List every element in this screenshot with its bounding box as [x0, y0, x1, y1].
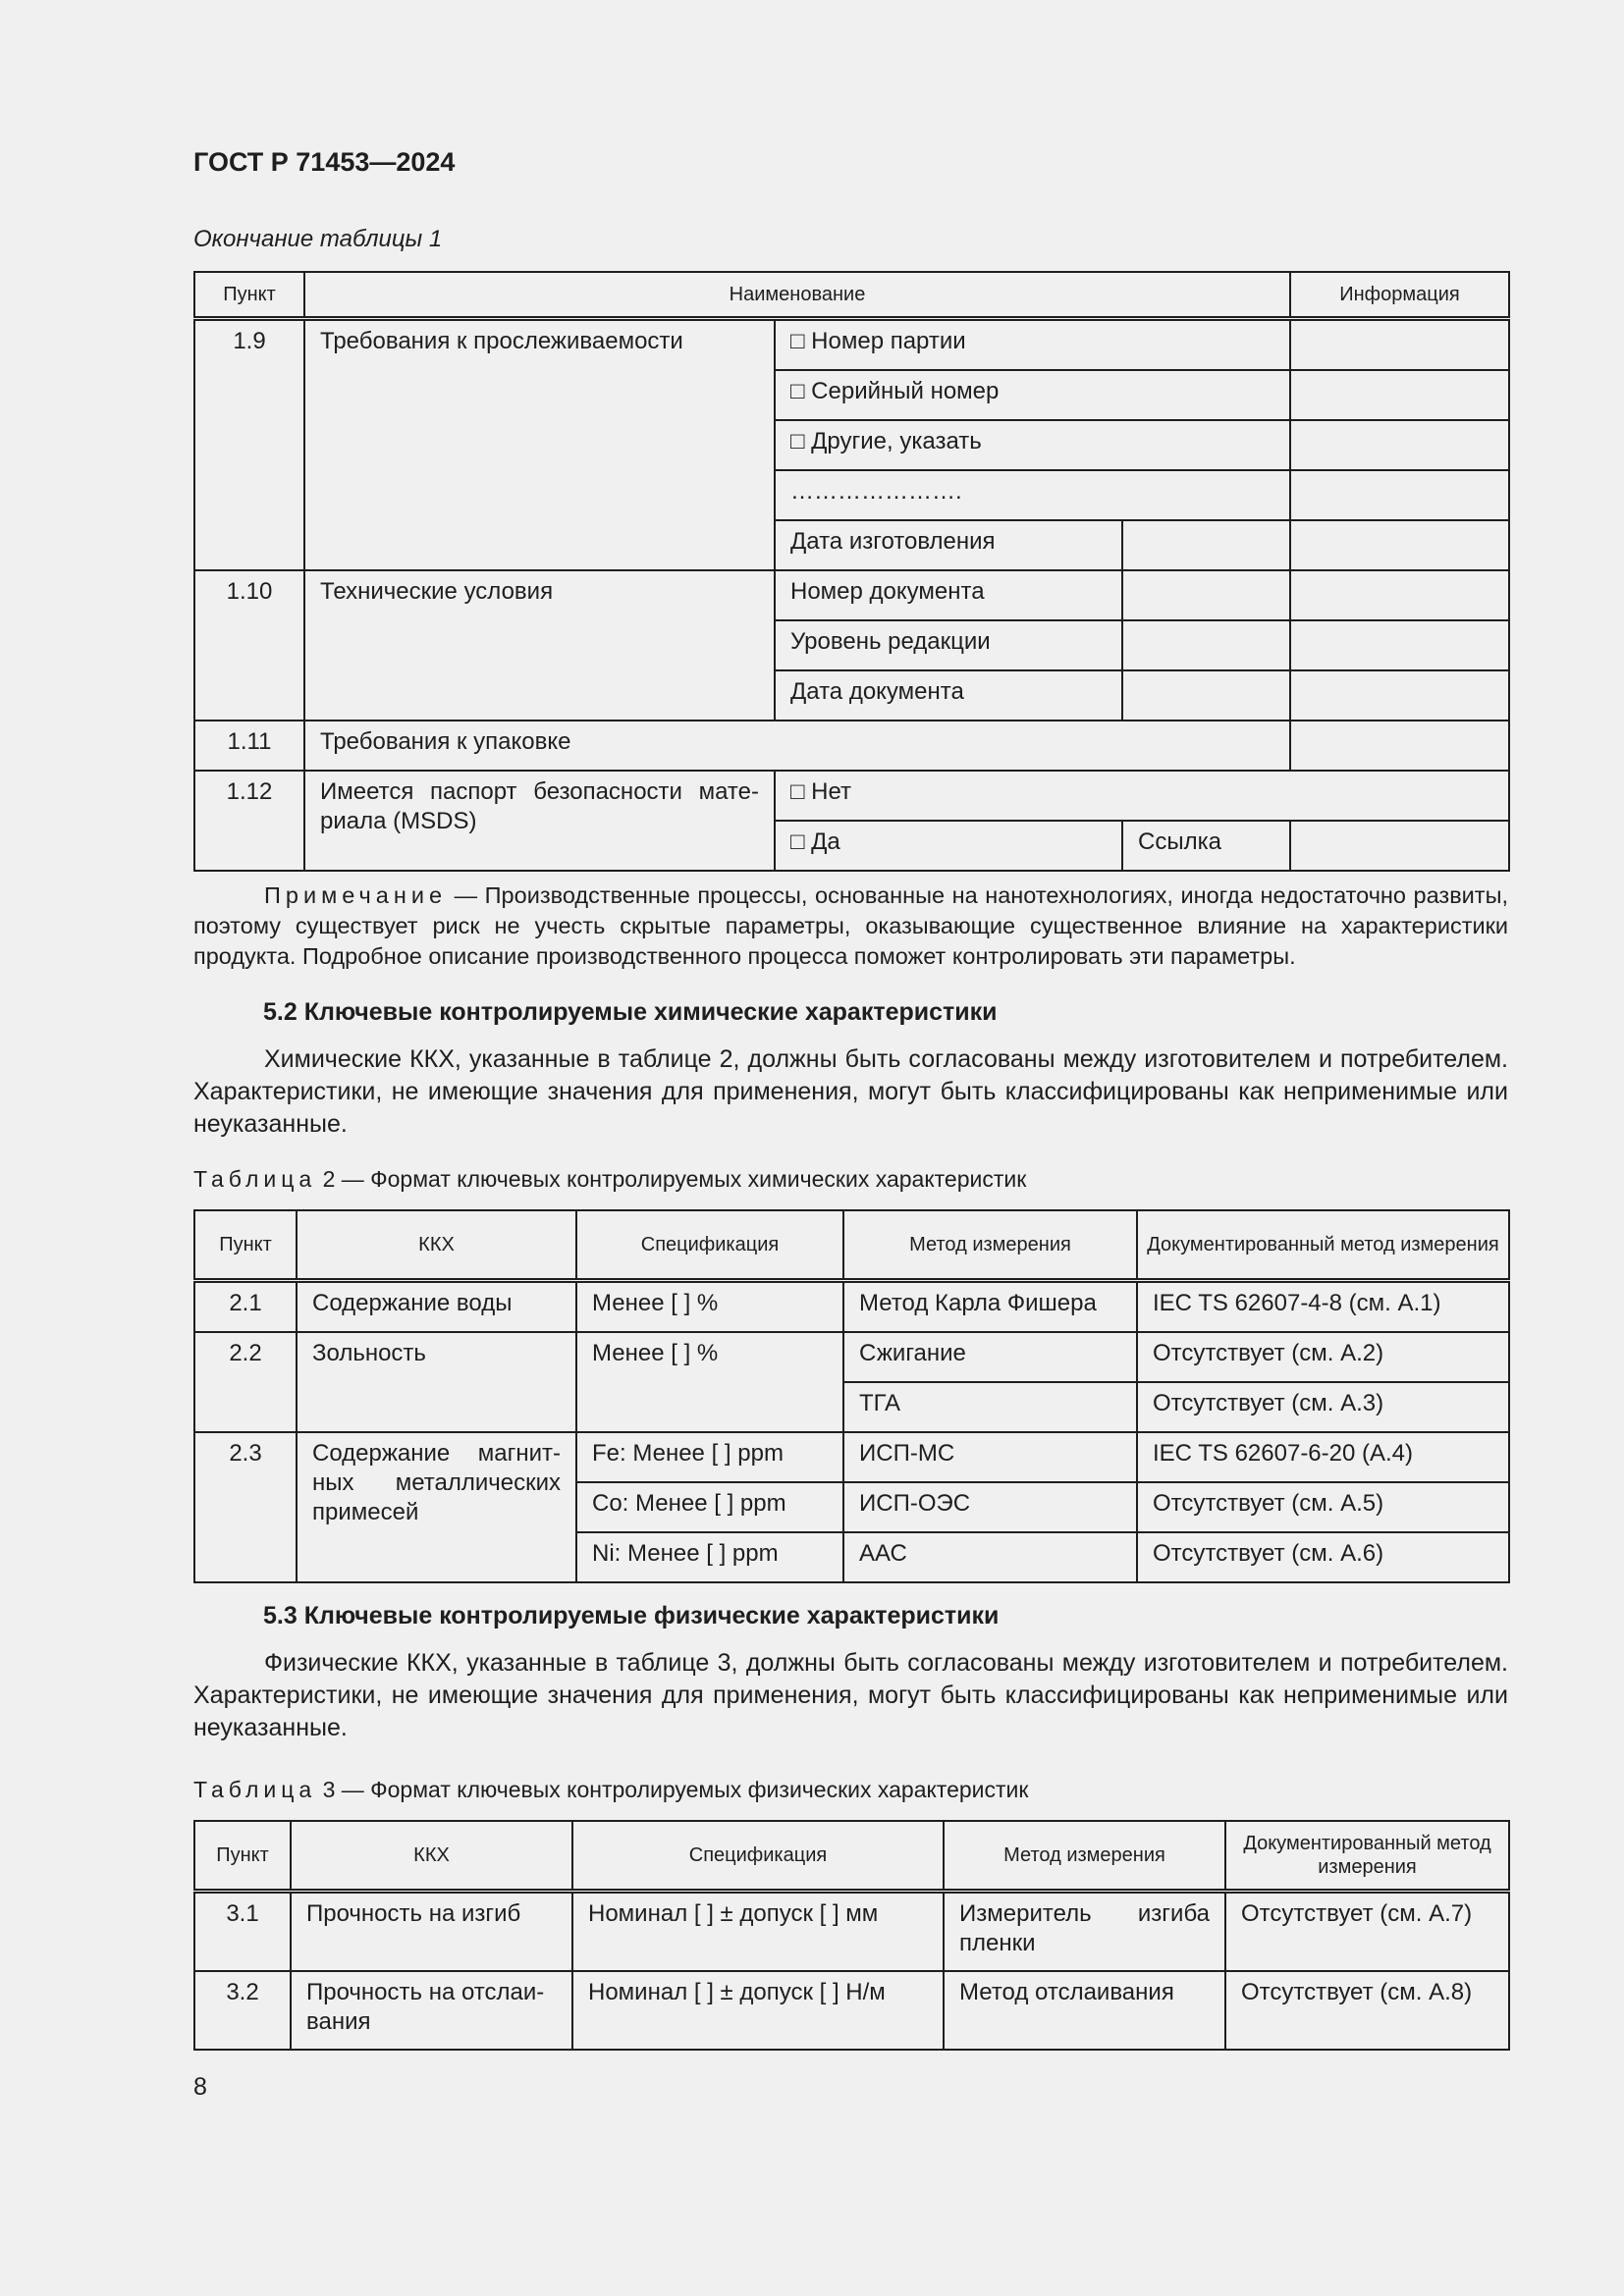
caption-text: 2 — Формат ключевых контролируемых химических характеристик	[322, 1166, 1027, 1192]
kkh-cell	[297, 1432, 576, 1582]
table-header-row	[194, 1210, 1509, 1281]
field-label: Дата изготовления	[775, 520, 1122, 570]
info-cell[interactable]	[1290, 670, 1509, 721]
item-name: Требования к упаковке	[304, 721, 1290, 771]
col-header: Спецификация	[576, 1210, 843, 1281]
doc-method-cell: Отсутствует (см. А.7)	[1225, 1892, 1509, 1972]
method-cell: ТГА	[843, 1382, 1137, 1432]
method-line: пленки	[959, 1930, 1036, 1956]
section-heading: 5.3 Ключевые контролируемые физические характеристики	[263, 1602, 1000, 1629]
document-id: ГОСТ Р 71453—2024	[193, 147, 456, 177]
table-row	[194, 319, 1509, 371]
caption-label: Таблица	[193, 1777, 317, 1802]
info-cell[interactable]	[1290, 470, 1509, 520]
table-caption	[193, 1777, 1028, 1803]
spec-cell: Номинал [ ] ± допуск [ ] мм	[572, 1892, 944, 1972]
section-paragraph: Химические ККХ, указанные в таблице 2, должны быть согласованы между изготовителем и потребителем. Характеристики, не имеющие значения для применения, могут быть классифицированы как неприменимые или неуказанные.	[193, 1045, 1508, 1138]
info-cell[interactable]	[1290, 520, 1509, 570]
field-label: Дата документа	[775, 670, 1122, 721]
col-header: ККХ	[297, 1210, 576, 1281]
section-heading: 5.2 Ключевые контролируемые химические характеристики	[263, 998, 998, 1026]
col-header: Документированный метод измерения	[1137, 1210, 1509, 1281]
method-line: Измеритель изгиба	[959, 1900, 1210, 1927]
table-2	[193, 1209, 1510, 1583]
info-cell[interactable]	[1290, 721, 1509, 771]
col-header: Метод измерения	[843, 1210, 1137, 1281]
method-cell: ИСП-МС	[843, 1432, 1137, 1482]
method-cell: Метод Карла Фишера	[843, 1281, 1137, 1333]
value-cell[interactable]	[1122, 620, 1290, 670]
item-name: Требования к прослеживаемости	[304, 319, 775, 571]
table-header-row	[194, 272, 1509, 319]
item-number: 1.12	[194, 771, 304, 871]
caption-label: Таблица	[193, 1166, 317, 1192]
info-cell[interactable]	[1290, 370, 1509, 420]
checkbox-option[interactable]: □ Номер партии	[775, 319, 1290, 371]
kkh-line: Содержание магнит-	[312, 1440, 561, 1467]
value-cell[interactable]	[1122, 670, 1290, 721]
table-row	[194, 1332, 1509, 1382]
item-name-line: риала (MSDS)	[320, 808, 477, 834]
kkh-line: ных металлических	[312, 1469, 561, 1496]
col-header: Пункт	[194, 1210, 297, 1281]
item-name-line: Имеется паспорт безопасности мате-	[320, 778, 759, 805]
doc-method-cell: Отсутствует (см. А.8)	[1225, 1971, 1509, 2050]
field-label: Ссылка	[1122, 821, 1290, 871]
table-1	[193, 271, 1510, 872]
table-row	[194, 1281, 1509, 1333]
kkh-line: вания	[306, 2008, 371, 2035]
field-label: Уровень редакции	[775, 620, 1122, 670]
kkh-cell	[291, 1971, 572, 2050]
spec-cell: Co: Менее [ ] ppm	[576, 1482, 843, 1532]
item-number: 1.9	[194, 319, 304, 571]
item-name	[304, 771, 775, 871]
note-label: Примечание	[264, 882, 448, 908]
checkbox-option[interactable]: □ Да	[775, 821, 1122, 871]
kkh-cell: Содержание воды	[297, 1281, 576, 1333]
table-3	[193, 1820, 1510, 2051]
info-cell[interactable]	[1290, 420, 1509, 470]
spec-cell: Fe: Менее [ ] ppm	[576, 1432, 843, 1482]
col-header: ККХ	[291, 1821, 572, 1892]
spec-cell: Менее [ ] %	[576, 1281, 843, 1333]
col-header: Наименование	[304, 272, 1290, 319]
item-number: 3.2	[194, 1971, 291, 2050]
section-paragraph: Физические ККХ, указанные в таблице 3, должны быть согласованы между изготовителем и потребителем. Характеристики, не имеющие значения для применения, могут быть классифицированы как неприменимые или неуказанные.	[193, 1649, 1508, 1741]
table1-continuation-caption: Окончание таблицы 1	[193, 226, 443, 252]
field-label: Номер документа	[775, 570, 1122, 620]
table-header-row	[194, 1821, 1509, 1892]
table-caption	[193, 1166, 1026, 1193]
info-cell[interactable]	[1290, 620, 1509, 670]
checkbox-option[interactable]: □ Серийный номер	[775, 370, 1290, 420]
kkh-line: примесей	[312, 1499, 419, 1525]
doc-method-cell: Отсутствует (см. А.3)	[1137, 1382, 1509, 1432]
item-number: 1.11	[194, 721, 304, 771]
item-number: 2.2	[194, 1332, 297, 1432]
value-cell[interactable]	[1122, 520, 1290, 570]
doc-method-cell: IEC TS 62607-4-8 (см. А.1)	[1137, 1281, 1509, 1333]
item-number: 2.1	[194, 1281, 297, 1333]
doc-method-cell: IEC TS 62607-6-20 (А.4)	[1137, 1432, 1509, 1482]
col-header: Пункт	[194, 272, 304, 319]
page-number: 8	[193, 2073, 207, 2101]
col-header: Информация	[1290, 272, 1509, 319]
spec-cell: Менее [ ] %	[576, 1332, 843, 1432]
doc-method-cell: Отсутствует (см. А.5)	[1137, 1482, 1509, 1532]
table-row	[194, 721, 1509, 771]
info-cell[interactable]	[1290, 821, 1509, 871]
doc-method-cell: Отсутствует (см. А.6)	[1137, 1532, 1509, 1582]
col-header: Документированный метод измерения	[1225, 1821, 1509, 1892]
item-name: Технические условия	[304, 570, 775, 721]
table-row	[194, 1892, 1509, 1972]
table-row	[194, 1971, 1509, 2050]
note-text: — Производственные процессы, основанные на нанотехнологиях, иногда недостаточно развиты, поэтому существует риск не учесть скрытые параметры, оказывающие существенное влияние на характеристики продукта. Подробное описание производственного процесса поможет контролировать эти параметры.	[193, 882, 1508, 969]
note	[193, 881, 1508, 972]
kkh-line: Прочность на отслаи-	[306, 1979, 545, 2005]
spec-cell: Номинал [ ] ± допуск [ ] Н/м	[572, 1971, 944, 2050]
caption-text: 3 — Формат ключевых контролируемых физических характеристик	[322, 1777, 1029, 1802]
col-header: Спецификация	[572, 1821, 944, 1892]
col-header: Пункт	[194, 1821, 291, 1892]
kkh-cell: Зольность	[297, 1332, 576, 1432]
col-header: Метод измерения	[944, 1821, 1225, 1892]
checkbox-option[interactable]: □ Другие, указать	[775, 420, 1290, 470]
kkh-cell: Прочность на изгиб	[291, 1892, 572, 1972]
method-cell	[944, 1892, 1225, 1972]
table-row	[194, 570, 1509, 620]
spec-cell: Ni: Менее [ ] ppm	[576, 1532, 843, 1582]
doc-method-cell: Отсутствует (см. А.2)	[1137, 1332, 1509, 1382]
table-row	[194, 1432, 1509, 1482]
info-cell[interactable]	[1290, 319, 1509, 371]
value-cell[interactable]	[1122, 570, 1290, 620]
method-cell: Сжигание	[843, 1332, 1137, 1382]
item-number: 1.10	[194, 570, 304, 721]
item-number: 3.1	[194, 1892, 291, 1972]
method-cell: Метод отслаивания	[944, 1971, 1225, 2050]
method-cell: ААС	[843, 1532, 1137, 1582]
info-cell[interactable]	[1290, 570, 1509, 620]
method-cell: ИСП-ОЭС	[843, 1482, 1137, 1532]
other-placeholder[interactable]: ………………….	[775, 470, 1290, 520]
checkbox-option[interactable]: □ Нет	[775, 771, 1509, 821]
table-row	[194, 771, 1509, 821]
item-number: 2.3	[194, 1432, 297, 1582]
